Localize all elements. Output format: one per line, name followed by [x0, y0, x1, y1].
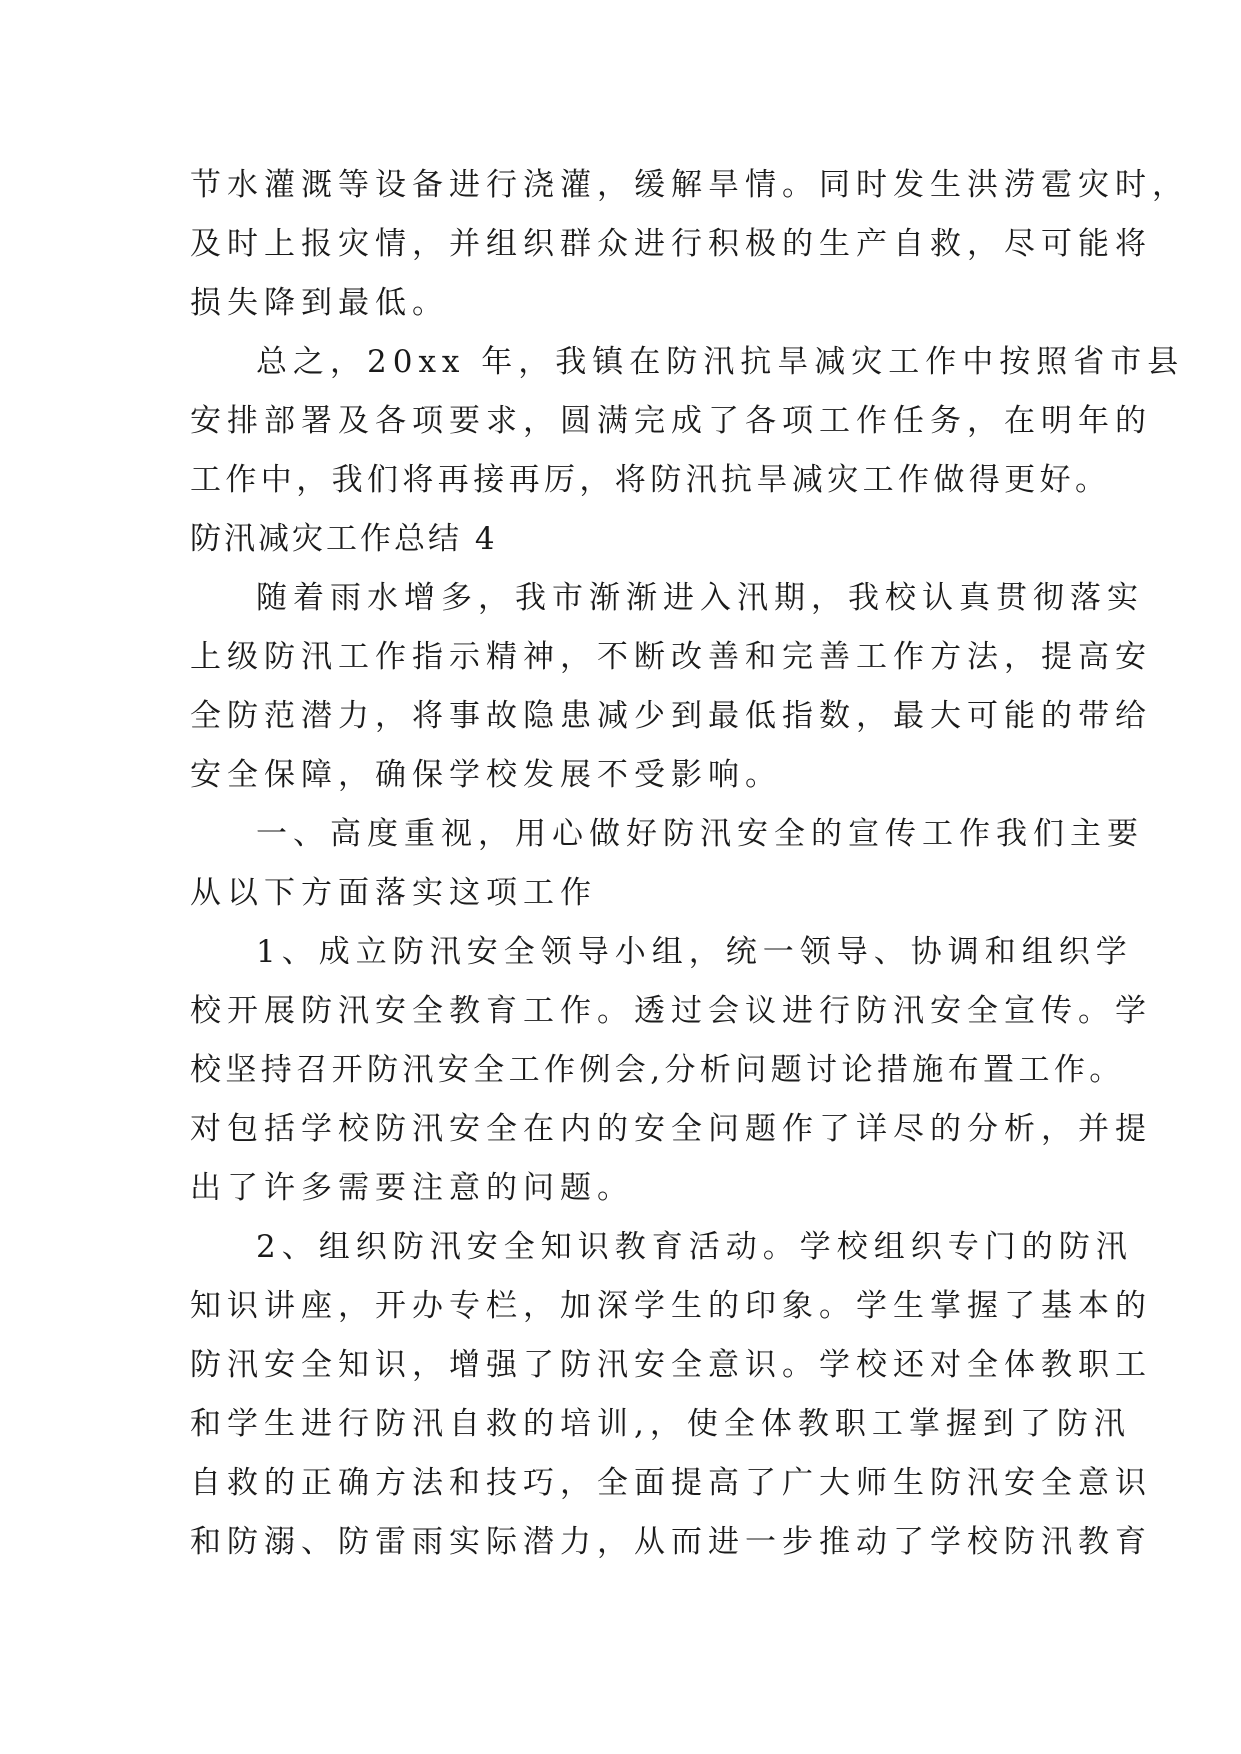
text-line: 全防范潜力，将事故隐患减少到最低指数，最大可能的带给: [190, 698, 1152, 734]
text-line: 防汛安全知识，增强了防汛安全意识。学校还对全体教职工: [190, 1347, 1152, 1383]
text-line: 2、组织防汛安全知识教育活动。学校组织专门的防汛: [256, 1229, 1133, 1265]
text-line: 一、高度重视，用心做好防汛安全的宣传工作我们主要: [256, 816, 1144, 852]
text-line: 1、成立防汛安全领导小组，统一领导、协调和组织学: [256, 934, 1133, 970]
document-body: [190, 156, 1189, 1572]
text-line: 校开展防汛安全教育工作。透过会议进行防汛安全宣传。学: [190, 993, 1152, 1029]
text-line: 随着雨水增多，我市渐渐进入汛期，我校认真贯彻落实: [256, 580, 1144, 616]
section-heading: 防汛减灾工作总结 4: [190, 521, 498, 557]
text-line: 校坚持召开防汛安全工作例会,分析问题讨论措施布置工作。: [190, 1052, 1125, 1088]
text-line: 和学生进行防汛自救的培训,，使全体教职工掌握到了防汛: [190, 1406, 1131, 1442]
text-line: 安全保障，确保学校发展不受影响。: [190, 757, 782, 793]
text-line: 对包括学校防汛安全在内的安全问题作了详尽的分析，并提: [190, 1111, 1152, 1147]
text-line: 知识讲座，开办专栏，加深学生的印象。学生掌握了基本的: [190, 1288, 1152, 1324]
text-line: 工作中，我们将再接再厉，将防汛抗旱减灾工作做得更好。: [190, 462, 1111, 498]
text-line: 和防溺、防雷雨实际潜力，从而进一步推动了学校防汛教育: [190, 1524, 1152, 1560]
text-line: 上级防汛工作指示精神，不断改善和完善工作方法，提高安: [190, 639, 1152, 675]
text-line: 损失降到最低。: [190, 285, 449, 321]
text-line: 出了许多需要注意的问题。: [190, 1170, 634, 1206]
text-line: 从以下方面落实这项工作: [190, 875, 597, 911]
text-line: 及时上报灾情，并组织群众进行积极的生产自救，尽可能将: [190, 226, 1152, 262]
text-line: 总之，20xx 年，我镇在防汛抗旱减灾工作中按照省市县: [256, 344, 1185, 380]
text-line: 节水灌溉等设备进行浇灌，缓解旱情。同时发生洪涝雹灾时，: [190, 167, 1189, 203]
text-line: 安排部署及各项要求，圆满完成了各项工作任务，在明年的: [190, 403, 1152, 439]
text-line: 自救的正确方法和技巧，全面提高了广大师生防汛安全意识: [190, 1465, 1152, 1501]
